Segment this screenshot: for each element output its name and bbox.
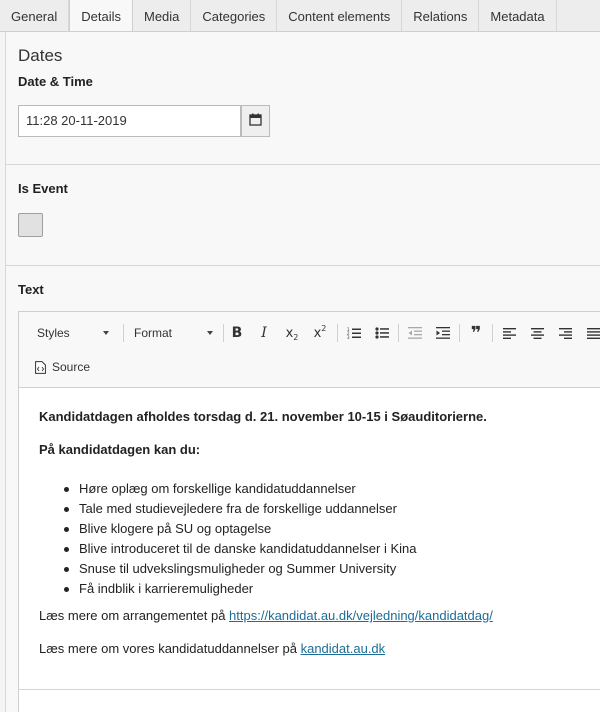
calendar-button[interactable]	[241, 105, 270, 137]
section-title-dates: Dates	[18, 46, 63, 65]
toolbar-separator	[337, 324, 338, 342]
format-dropdown-label: Format	[134, 326, 173, 340]
calendar-icon	[249, 113, 262, 129]
intro-paragraph: Kandidatdagen afholdes torsdag d. 21. november 10-15 i Søauditorierne.	[39, 409, 487, 424]
toolbar-separator	[398, 324, 399, 342]
tab-general[interactable]: General	[0, 0, 69, 32]
tab-metadata[interactable]: Metadata	[479, 0, 556, 32]
toolbar-separator	[123, 324, 124, 342]
superscript-icon[interactable]: x 2	[313, 323, 327, 341]
toolbar-separator	[492, 324, 493, 342]
indent-icon[interactable]	[431, 320, 455, 346]
more-info-text-2: Læs mere om vores kandidatuddannelser på	[39, 641, 301, 656]
list-item: Blive klogere på SU og optagelse	[39, 519, 417, 539]
chevron-down-icon	[207, 331, 213, 335]
tab-relations[interactable]: Relations	[402, 0, 479, 32]
tab-categories[interactable]: Categories	[191, 0, 277, 32]
divider	[6, 164, 600, 165]
datetime-label: Date & Time	[18, 74, 93, 89]
bulleted-list-icon[interactable]	[370, 320, 394, 346]
align-left-icon[interactable]	[497, 320, 521, 346]
align-center-icon[interactable]	[525, 320, 549, 346]
list-item: Tale med studievejledere fra de forskellige uddannelser	[39, 499, 417, 519]
list-item: Blive introduceret til de danske kandidatuddannelser i Kina	[39, 539, 417, 559]
subscript-icon[interactable]: x 2	[285, 325, 299, 342]
rich-text-editor	[18, 311, 600, 712]
subheading-paragraph: På kandidatdagen kan du:	[39, 442, 201, 457]
format-dropdown[interactable]	[134, 320, 213, 346]
styles-dropdown[interactable]	[37, 320, 109, 346]
toolbar-separator	[459, 324, 460, 342]
kandidat-link[interactable]: kandidat.au.dk	[300, 641, 386, 656]
list-item: Høre oplæg om forskellige kandidatuddannelser	[39, 479, 417, 499]
kandidatdag-link[interactable]: https://kandidat.au.dk/vejledning/kandidatdag/	[229, 608, 493, 623]
tab-details[interactable]: Details	[69, 0, 133, 32]
bold-icon[interactable]: B	[231, 325, 243, 341]
source-icon	[35, 361, 46, 374]
align-right-icon[interactable]	[553, 320, 577, 346]
svg-text:3: 3	[347, 335, 350, 339]
more-info-paragraph-1	[39, 608, 493, 624]
is-event-checkbox[interactable]	[18, 213, 43, 237]
svg-text:1: 1	[347, 327, 350, 332]
tab-content-elements[interactable]: Content elements	[277, 0, 402, 32]
tab-media[interactable]: Media	[133, 0, 191, 32]
more-info-text-1: Læs mere om arrangementet på	[39, 608, 230, 623]
outdent-icon[interactable]	[403, 320, 427, 346]
blockquote-icon[interactable]: ❞	[470, 322, 482, 344]
list-item: Få indblik i karrieremuligheder	[39, 579, 417, 599]
divider	[6, 265, 600, 266]
divider	[19, 689, 600, 690]
justify-icon[interactable]	[581, 320, 600, 346]
chevron-down-icon	[103, 331, 109, 335]
numbered-list-icon[interactable]	[342, 320, 366, 346]
list-item: Snuse til udvekslingsmuligheder og Summer University	[39, 559, 417, 579]
italic-icon[interactable]: I	[261, 325, 267, 341]
bullet-list	[39, 479, 417, 599]
svg-text:2: 2	[347, 331, 350, 336]
is-event-label: Is Event	[18, 181, 68, 196]
tab-bar	[0, 0, 600, 32]
datetime-input[interactable]: 11:28 20-11-2019	[18, 105, 241, 137]
text-label: Text	[18, 282, 44, 297]
more-info-paragraph-2	[39, 641, 385, 657]
editor-toolbar	[19, 312, 600, 388]
details-panel	[5, 32, 600, 712]
toolbar-separator	[223, 324, 224, 342]
source-button-label: Source	[52, 360, 91, 374]
styles-dropdown-label: Styles	[37, 326, 70, 340]
source-button[interactable]	[35, 354, 90, 380]
